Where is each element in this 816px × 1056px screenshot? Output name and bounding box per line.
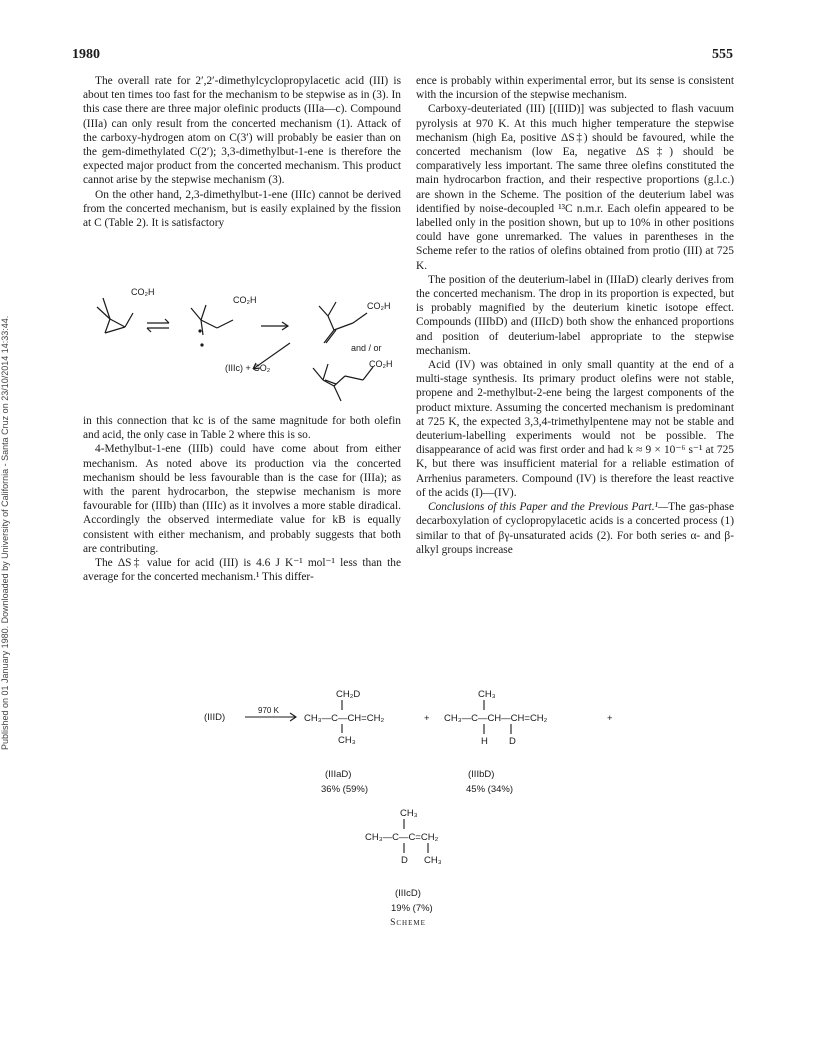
iiicd-chain: CH₃—C—C=CH₂ bbox=[365, 832, 439, 843]
iiiad-label: (IIIaD) bbox=[325, 769, 352, 780]
iiiad-yield: 36% (59%) bbox=[321, 784, 368, 795]
left-paragraph-5: The ΔS‡ value for acid (III) is 4.6 J K⁻¹ mol⁻¹ less than the average for the concerted mechanism.¹ This differ- bbox=[83, 557, 401, 584]
conclusions-heading: Conclusions of this Paper and the Previous Part.¹— bbox=[428, 501, 669, 514]
left-paragraph-4: 4-Methylbut-1-ene (IIIb) could have come about from either mechanism. As noted above its production via the concerted mechanism should be less favourable than is the case for (IIIa); as with the parent hydrocarbon, the stepwise mechanism is more favourable for (IIIb) than (IIIc) as it involves a more stable diradical. Accordingly the observed intermediate value for kB is equally consistent with either mechanism, and probably suggests that both are contributing. bbox=[83, 443, 401, 555]
iiibd-chain: CH₃—C—CH—CH=CH₂ bbox=[444, 713, 548, 724]
co2h-label: CO₂H bbox=[369, 359, 393, 369]
mechanism-figure bbox=[83, 283, 413, 405]
reaction-scheme bbox=[0, 680, 816, 915]
scheme-caption: Scheme bbox=[390, 918, 426, 928]
scheme-condition: 970 K bbox=[258, 706, 279, 715]
right-paragraph-2: Carboxy-deuteriated (III) [(IIID)] was subjected to flash vacuum pyrolysis at 970 K. At this much higher temperature the stepwise mechanism (high Ea, positive ΔS‡) should be favoured, while the concerted mechanism (low Ea, negative ΔS‡) should be comparatively less important. The same three olefins constituted the main hydrocarbon fraction, and their respective proportions (g.l.c.) are shown in the Scheme. The position of the deuterium label was identified by noise-decoupled ¹³C n.m.r. Each olefin appeared to be labelled only in the position shown, but up to 10% in other positions could have gone unremarked. The values in parentheses in the Scheme refer to the ratios of olefins obtained from protio (III) at 725 K. bbox=[416, 103, 734, 272]
right-paragraph-1: ence is probably within experimental error, but its sense is consistent with the incursion of the stepwise mechanism. bbox=[416, 75, 734, 102]
scheme-start-label: (IIID) bbox=[204, 712, 226, 723]
page-number: 555 bbox=[712, 47, 733, 62]
plus-sign: + bbox=[424, 713, 430, 724]
conclusions-text: The gas-phase decarboxylation of cyclopropylacetic acids is a concerted process (1) similar to that of βγ-unsaturated acids (2). For both series α- and β-alkyl groups increase bbox=[416, 501, 735, 556]
radical-dot bbox=[200, 343, 203, 346]
co2h-label: CO₂H bbox=[367, 301, 391, 311]
right-paragraph-4: Acid (IV) was obtained in only small quantity at the end of a multi-stage synthesis. Its primary product olefins were not stable, propene and 2-methylbut-2-ene being the largest components of the product mixture. Assuming the concerted mechanism is predominant at 725 K, the expected 3,3,4-trimethylpentene may not be stable and deuterium-labelling experiments would not be possible. The disappearance of acid was first order and had k ≈ 9 × 10⁻⁶ s⁻¹ at 725 K, but there was insufficient material for a reliable estimation of Arrhenius parameters. Compound (IV) is therefore the least reactive of the acids (I)—(IV). bbox=[416, 359, 734, 499]
iiibd-d-atom: D bbox=[509, 736, 516, 747]
iiicd-label: (IIIcD) bbox=[395, 888, 421, 899]
iiiad-bottom-group: CH₃ bbox=[338, 735, 356, 746]
plus-sign: + bbox=[607, 713, 613, 724]
download-watermark bbox=[0, 30, 17, 750]
iiicd-yield: 19% (7%) bbox=[391, 903, 433, 914]
products-label: (IIIc) + CO₂ bbox=[225, 363, 271, 373]
iiicd-methyl: CH₃ bbox=[424, 855, 442, 866]
download-watermark-text: Published on 01 January 1980. Downloaded by University of California - Santa Cruz on 23/10/2014 14:33:44. bbox=[0, 315, 10, 750]
radical-dot bbox=[198, 329, 201, 332]
left-column-top bbox=[83, 74, 401, 230]
and-or-label: and / or bbox=[351, 343, 382, 353]
iiicd-top-group: CH₃ bbox=[400, 808, 418, 819]
left-column-bottom bbox=[83, 414, 401, 584]
right-paragraph-3: The position of the deuterium-label in (IIIaD) clearly derives from the concerted mechanism. The drop in its proportion is expected, but is probably magnified by the deuterium kinetic isotope effect. Compounds (IIIbD) and (IIIcD) both show the enhanced proportions and position of deuterium-label appropriate to the stepwise mechanism. bbox=[416, 273, 734, 357]
iiibd-label: (IIIbD) bbox=[468, 769, 495, 780]
iiibd-top-group: CH₃ bbox=[478, 689, 496, 700]
co2h-label: CO₂H bbox=[233, 295, 257, 305]
right-paragraph-5 bbox=[416, 500, 734, 557]
right-column bbox=[416, 74, 734, 557]
co2h-label: CO₂H bbox=[131, 287, 155, 297]
iiibd-yield: 45% (34%) bbox=[466, 784, 513, 795]
iiiad-top-group: CH₂D bbox=[336, 689, 361, 700]
page-year: 1980 bbox=[72, 47, 100, 62]
left-paragraph-1: The overall rate for 2′,2′-dimethylcyclopropylacetic acid (III) is about ten times too fast for the mechanism to be stepwise as in (3). In this case there are three major olefinic products (IIIa—c). Compound (IIIa) can only result from the concerted mechanism (1). Attack of the carboxy-hydrogen atom on C(3′) will probably be easier than on the gem-dimethylated C(2′); 3,3-dimethylbut-1-ene is therefore the expected major product from the concerted mechanism. This product cannot arise by the stepwise mechanism (3). bbox=[83, 75, 401, 187]
iiicd-d-atom: D bbox=[401, 855, 408, 866]
iiiad-chain: CH₃—C—CH=CH₂ bbox=[304, 713, 385, 724]
left-paragraph-2: On the other hand, 2,3-dimethylbut-1-ene (IIIc) cannot be derived from the concerted mechanism, but is easily explained by the fission at C (Table 2). It is satisfactory bbox=[83, 188, 401, 230]
iiibd-h-atom: H bbox=[481, 736, 488, 747]
left-paragraph-3: in this connection that kc is of the same magnitude for both olefin and acid, the only case in Table 2 where this is so. bbox=[83, 415, 401, 442]
